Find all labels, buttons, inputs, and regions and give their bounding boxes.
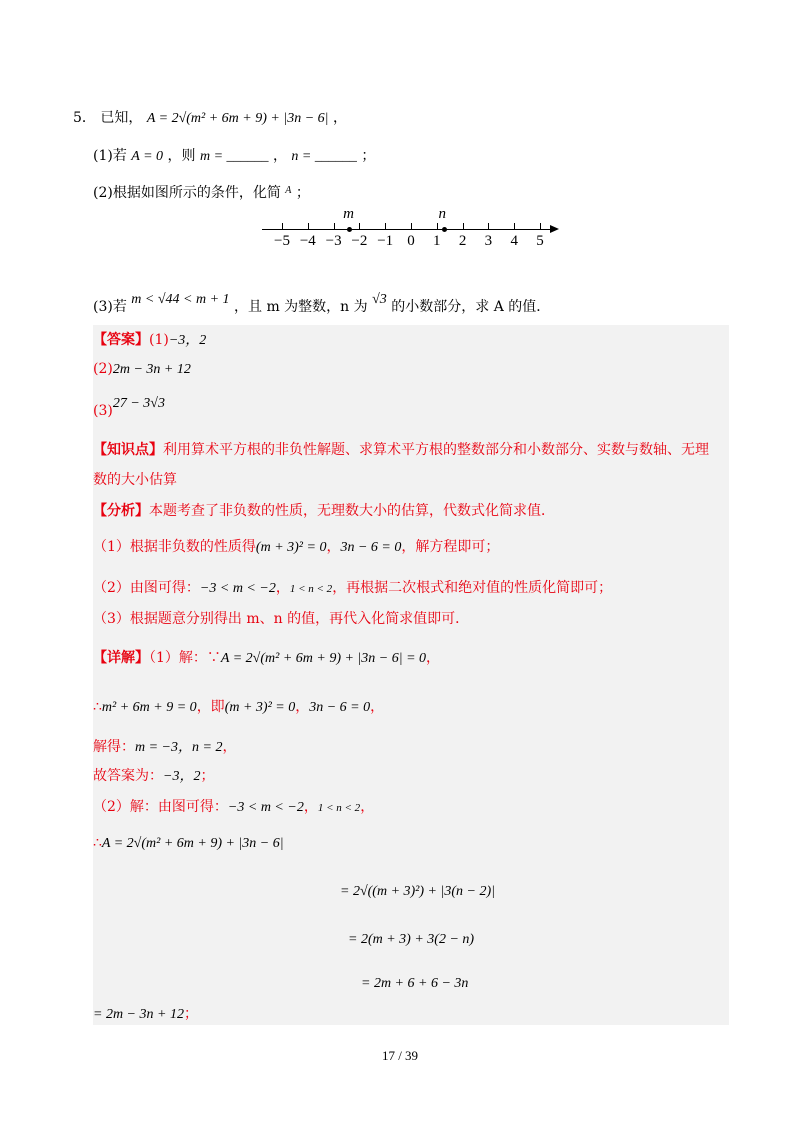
analysis-s2-end: ，再根据二次根式和绝对值的性质化简即可； [332,580,613,596]
analysis-text: 本题考查了非负数的性质，无理数大小的估算，代数式化简求值． [149,503,555,519]
number-line-tick-label: −5 [274,233,290,249]
part3-condition: m < √44 < m + 1 [131,292,230,307]
knowledge-line2 [93,470,177,490]
detail-l2-sep: ， [295,699,310,715]
detail-step-3: = 2m + 6 + 6 − 3n [361,976,469,991]
part2-line [93,181,310,203]
analysis-s3-text: （3）根据题意分别得出 m、n 的值，再代入化简求值即可． [93,611,470,627]
question-trailing: ， [332,110,347,126]
question-line [73,108,347,129]
knowledge-text-2: 数的大小估算 [93,472,177,488]
analysis-s2-math1: −3 < m < −2 [199,581,276,596]
detail-header: 【详解】 [93,650,149,666]
number-line-tick-label: −4 [299,233,316,249]
detail-l6-math: A = 2√(m² + 6m + 9) + |3n − 6| [101,836,284,851]
question-number: 5． [73,110,96,126]
analysis-s1-text: （1）根据非负数的性质得 [93,539,256,555]
detail-step-2: = 2(m + 3) + 3(2 − n) [348,932,475,947]
part3-line [93,290,550,317]
part1-end: ； [361,148,376,164]
analysis-s2-sep: ， [275,580,290,596]
number-line-tick-label: −2 [351,233,368,249]
knowledge-text: 利用算术平方根的非负性解题、求算术平方根的整数部分和小数部分、实数与数轴、无理 [163,442,709,458]
analysis-step2 [93,578,612,599]
analysis-s2-text: （2）由图可得： [93,580,200,596]
detail-line-final [93,1004,198,1025]
analysis-s1-end: ，解方程即可； [401,539,500,555]
n-blank: n = ______ [291,149,357,164]
detail-l2-end: ， [370,699,385,715]
detail-l2-math3: 3n − 6 = 0 [309,700,371,715]
analysis-s1-math2: 3n − 6 = 0 [340,540,402,555]
number-line-tick-label: −1 [377,233,394,249]
detail-final-end: ； [183,1006,198,1022]
number-line-tick [514,223,515,230]
number-line-tick-label: 4 [510,233,518,249]
number-line-point-label-n: n [438,206,447,222]
number-line-tick [282,223,283,230]
detail-l5-math1: −3 < m < −2 [227,800,304,815]
answer-2-label: (2) [93,361,113,377]
number-line-arrow [550,225,559,233]
detail-l2-therefore: ∴ [93,699,102,715]
detail-l3-end: ， [222,739,237,755]
analysis-step3 [93,609,469,629]
number-line-tick-label: −3 [325,233,342,249]
number-line-tick-label: 5 [536,233,544,249]
analysis-s2-math2: 1 < n < 2 [289,583,333,595]
part1-condition: A = 0 [131,149,164,164]
number-line-tick [437,223,438,230]
answer-1: −3，2 [168,333,207,348]
answer-line3 [93,394,165,421]
detail-l5-text: （2）解：由图可得： [93,799,228,815]
number-line-point-label-m: m [343,206,354,222]
answer-3: 27 − 3√3 [112,396,165,411]
m-blank: m = ______ [199,149,269,164]
detail-l5-math2: 1 < n < 2 [317,802,361,814]
analysis-line [93,501,555,521]
number-line-tick [385,223,386,230]
analysis-header: 【分析】 [93,503,149,519]
part2-text: (2)根据如图所示的条件，化简 [93,185,281,201]
number-line-tick-label: 2 [458,233,467,249]
knowledge-line1 [93,440,709,460]
detail-l3-text: 解得： [93,739,135,755]
analysis-step1 [93,537,499,558]
number-line-tick [540,223,541,230]
part3-label: (3)若 [93,299,127,315]
detail-l2-text: ，即 [196,699,225,715]
number-line-tick [334,223,335,230]
part3-text2: 的小数部分，求 A 的值． [391,299,551,315]
detail-step-4: = 2m − 3n + 12 [93,1007,184,1022]
knowledge-header: 【知识点】 [93,442,163,458]
page-number: 17 / 39 [381,1048,419,1063]
detail-l5-sep: ， [303,799,318,815]
detail-l5-end: ， [360,799,375,815]
number-line-axis [262,229,552,230]
part3-root3: √3 [372,292,387,307]
number-line-point-m [347,227,352,232]
number-line-tick-label: 3 [484,233,493,249]
number-line-tick-label: 0 [407,233,415,249]
detail-line5 [93,797,374,818]
answer-3-label: (3) [93,403,113,419]
question-formula: A = 2√(m² + 6m + 9) + |3n − 6| [146,111,329,126]
detail-l6-therefore: ∴ [93,835,102,851]
answer-panel [93,325,729,1025]
detail-step-1: = 2√((m + 3)²) + |3(n − 2)| [340,884,495,899]
analysis-s1-math1: (m + 3)² = 0 [255,540,327,555]
part1-sep: ， [272,148,287,164]
detail-l4-end: ； [200,768,215,784]
detail-line1 [93,648,440,669]
detail-l1-math: A = 2√(m² + 6m + 9) + |3n − 6| = 0 [220,651,427,666]
number-line-tick [411,223,412,230]
number-line-tick-label: 1 [433,233,441,249]
number-line-tick [488,223,489,230]
part2-var: A [285,185,292,196]
detail-l1-text: （1）解：∵ [149,650,221,666]
detail-line4 [93,766,214,787]
part1-mid: ，则 [167,148,196,164]
detail-l1-end: ， [426,650,441,666]
answer-header: 【答案】 [93,332,149,348]
part1-line [93,146,375,167]
question-intro: 已知， [100,110,143,126]
answer-2: 2m − 3n + 12 [112,362,191,377]
detail-l3-math: m = −3，n = 2 [135,740,223,755]
detail-l4-math: −3，2 [163,769,201,784]
detail-l4-text: 故答案为： [93,768,163,784]
number-line-tick [359,223,360,230]
number-line-tick [308,223,309,230]
answer-line2 [93,359,191,380]
part2-end: ； [295,185,310,201]
detail-line6 [93,833,284,854]
part3-text1: ，且 m 为整数，n 为 [234,299,368,315]
part1-label: (1)若 [93,148,127,164]
detail-line3 [93,737,236,758]
detail-l2-math2: (m + 3)² = 0 [224,700,296,715]
number-line-point-n [442,227,447,232]
answer-1-label: (1) [149,332,169,348]
detail-line2 [93,697,384,718]
answer-line1 [93,330,206,351]
analysis-s1-sep: ， [326,539,341,555]
detail-l2-math1: m² + 6m + 9 = 0 [101,700,197,715]
number-line-tick [463,223,464,230]
